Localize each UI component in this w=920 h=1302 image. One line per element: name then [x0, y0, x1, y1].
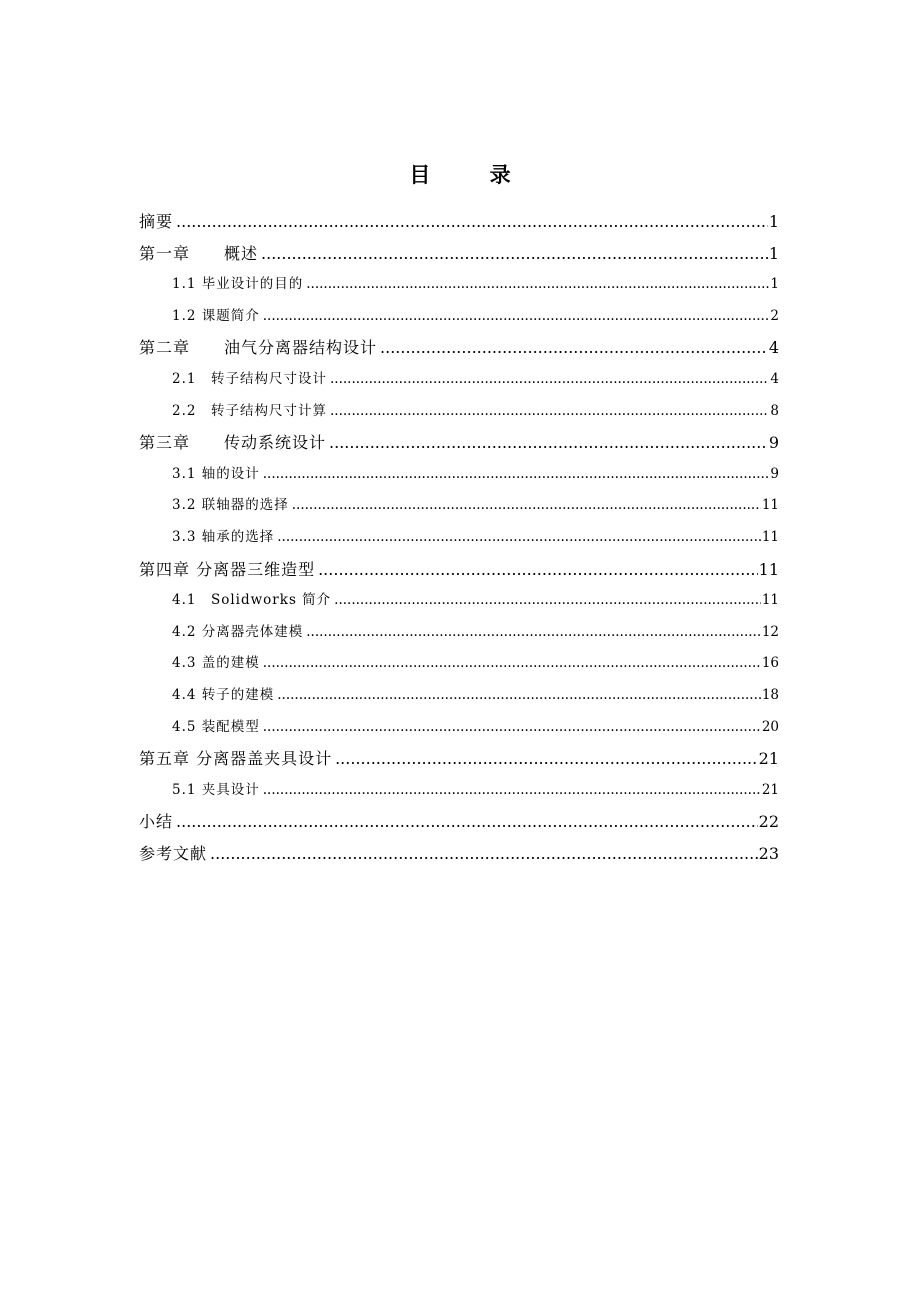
toc-page-number: 1	[768, 212, 779, 231]
toc-entry[interactable]	[139, 490, 779, 522]
toc-entry[interactable]	[139, 427, 779, 459]
toc-entry[interactable]	[139, 238, 779, 270]
toc-entry-label: 3.1 轴的设计	[172, 465, 260, 482]
toc-entry-label: 参考文献	[139, 843, 208, 863]
toc-page-number: 11	[761, 497, 779, 514]
toc-entry[interactable]	[139, 459, 779, 491]
toc-dot-leader	[318, 554, 758, 586]
toc-entry-label: 3.3 轴承的选择	[172, 528, 275, 545]
toc-dot-leader	[263, 301, 770, 333]
toc-entry-label: 第二章 油气分离器结构设计	[139, 338, 378, 358]
toc-entry[interactable]	[139, 364, 779, 396]
toc-page-number: 4	[768, 338, 779, 358]
toc-page-number: 1	[770, 276, 779, 293]
toc-page-number: 1	[768, 243, 779, 263]
toc-entry[interactable]	[139, 712, 779, 744]
toc-entry-label: 第五章 分离器盖夹具设计	[139, 749, 333, 769]
table-of-contents	[139, 206, 779, 869]
toc-dot-leader	[261, 238, 768, 270]
toc-dot-leader	[176, 206, 768, 238]
toc-entry[interactable]	[139, 806, 779, 838]
toc-page-number: 8	[770, 402, 779, 419]
toc-entry-label: 4.1 Solidworks 简介	[172, 592, 332, 609]
toc-entry-label: 2.2 转子结构尺寸计算	[172, 402, 327, 419]
toc-entry-label: 4.2 分离器壳体建模	[172, 623, 304, 640]
toc-page-number: 11	[758, 559, 779, 579]
toc-dot-leader	[334, 585, 761, 617]
toc-page-number: 11	[761, 528, 779, 545]
toc-dot-leader	[330, 364, 769, 396]
toc-page-number: 12	[761, 623, 779, 640]
toc-entry[interactable]	[139, 617, 779, 649]
toc-dot-leader	[335, 743, 758, 775]
toc-dot-leader	[263, 459, 770, 491]
toc-entry[interactable]	[139, 301, 779, 333]
toc-entry-label: 第三章 传动系统设计	[139, 433, 327, 453]
toc-page-number: 2	[770, 307, 779, 324]
toc-entry[interactable]	[139, 838, 779, 870]
toc-dot-leader	[277, 680, 761, 712]
toc-entry-label: 2.1 转子结构尺寸设计	[172, 370, 327, 387]
toc-entry[interactable]	[139, 648, 779, 680]
toc-entry-label: 4.3 盖的建模	[172, 655, 260, 672]
toc-page-number: 18	[761, 686, 779, 703]
toc-dot-leader	[210, 838, 758, 870]
toc-dot-leader	[329, 427, 768, 459]
toc-entry-label: 4.4 转子的建模	[172, 686, 275, 703]
toc-entry-label: 摘要	[139, 212, 174, 231]
toc-page-number: 21	[761, 781, 779, 798]
toc-dot-leader	[277, 522, 761, 554]
toc-page-number: 4	[770, 370, 779, 387]
toc-page-number: 23	[758, 843, 779, 863]
toc-page-number: 11	[761, 592, 779, 609]
toc-entry-label: 1.2 课题简介	[172, 307, 260, 324]
toc-entry-label: 小结	[139, 812, 174, 832]
toc-entry[interactable]	[139, 743, 779, 775]
toc-dot-leader	[263, 712, 761, 744]
toc-page-number: 9	[768, 433, 779, 453]
toc-entry-label: 3.2 联轴器的选择	[172, 497, 289, 514]
toc-entry[interactable]	[139, 332, 779, 364]
page-title: 目 录	[409, 162, 537, 187]
toc-entry[interactable]	[139, 396, 779, 428]
toc-entry-label: 1.1 毕业设计的目的	[172, 276, 304, 293]
toc-page-number: 16	[761, 655, 779, 672]
toc-entry[interactable]	[139, 269, 779, 301]
toc-dot-leader	[176, 806, 758, 838]
toc-dot-leader	[263, 648, 761, 680]
toc-dot-leader	[306, 617, 761, 649]
toc-entry[interactable]	[139, 522, 779, 554]
toc-entry-label: 第一章 概述	[139, 243, 259, 263]
toc-entry[interactable]	[139, 554, 779, 586]
toc-dot-leader	[380, 332, 768, 364]
toc-dot-leader	[292, 490, 761, 522]
toc-dot-leader	[263, 775, 761, 807]
toc-page-number: 22	[758, 812, 779, 832]
toc-entry-label: 第四章 分离器三维造型	[139, 559, 316, 579]
toc-dot-leader	[306, 269, 769, 301]
toc-entry[interactable]	[139, 680, 779, 712]
toc-entry-label: 5.1 夹具设计	[172, 781, 260, 798]
toc-page-number: 9	[770, 465, 779, 482]
toc-page-number: 20	[761, 718, 779, 735]
toc-entry-label: 4.5 装配模型	[172, 718, 260, 735]
toc-dot-leader	[330, 396, 769, 428]
toc-page-number: 21	[758, 749, 779, 769]
toc-entry[interactable]	[139, 775, 779, 807]
toc-entry[interactable]	[139, 585, 779, 617]
toc-entry[interactable]	[139, 206, 779, 238]
